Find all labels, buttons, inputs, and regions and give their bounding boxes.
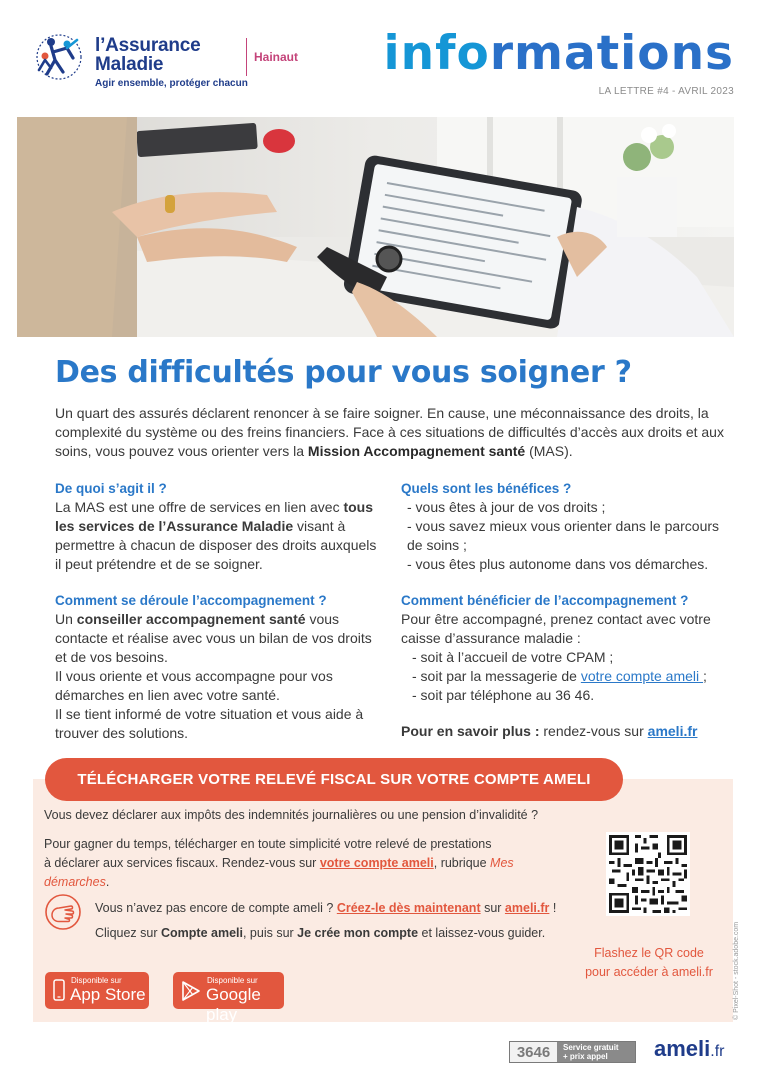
section-title-how: Comment se déroule l’accompagnement ? — [55, 593, 327, 608]
intro-end: (MAS). — [525, 443, 573, 459]
access-item: - soit par téléphone au 36 46. — [412, 687, 595, 703]
brand-separator — [246, 38, 247, 76]
section-title-access: Comment bénéficier de l’accompagnement ? — [401, 593, 689, 608]
left-column — [55, 479, 385, 743]
ameli-fr-link[interactable]: ameli.fr — [647, 723, 698, 739]
how-line2: Il vous oriente et vous accompagne pour vos démarches en lien avec votre santé. — [55, 668, 333, 703]
article-intro — [55, 404, 727, 461]
how-bold: conseiller accompagnement santé — [76, 611, 306, 627]
section-text-what — [55, 498, 385, 574]
header — [0, 0, 768, 112]
promo-mes-demarches: Mes démarches — [44, 856, 514, 889]
what-bold: tous les services de l’Assurance Maladie — [55, 499, 374, 534]
steps-pre: Cliquez sur — [95, 926, 161, 940]
right-column — [401, 479, 731, 741]
more-info-bold: Pour en savoir plus : — [401, 723, 540, 739]
no-account-mid: sur — [480, 901, 505, 915]
brand-line2: Maladie — [95, 54, 164, 75]
steps-compte-ameli: Compte ameli — [161, 926, 243, 940]
how-line3: Il se tient informé de votre situation et vous aide à trouver des solutions. — [55, 706, 364, 741]
hero-photo — [17, 117, 734, 337]
qr-caption-line2: pour accéder à ameli.fr — [585, 965, 713, 979]
promo-steps — [95, 924, 545, 943]
intro-bold: Mission Accompagnement santé — [307, 443, 526, 459]
create-account-link[interactable]: Créez-le dès maintenant — [336, 901, 481, 915]
benefit-item — [401, 517, 731, 555]
what-text1: La MAS est une offre de services en lien avec — [55, 499, 344, 515]
more-info-text: rendez-vous sur — [539, 723, 648, 739]
footer-brand: ameli — [654, 1036, 711, 1061]
pointing-hand-icon — [44, 893, 82, 931]
access-item: - soit à l’accueil de votre CPAM ; — [412, 649, 614, 665]
google-play-small: Disponible sur — [207, 976, 258, 985]
article-headline: Des difficultés pour vous soigner ? — [55, 355, 632, 390]
brand-line1: l’Assurance — [95, 35, 201, 56]
app-store-small: Disponible sur — [71, 976, 122, 985]
what-text2: visant à permettre à chacun de disposer des droits auxquels il peut prétendre et de se soigner. — [55, 518, 377, 572]
phone-note — [557, 1042, 635, 1062]
access-item2-post: ; — [703, 668, 707, 684]
qr-code[interactable] — [606, 832, 690, 916]
how-text2: vous contacte et réalise avec vous un bilan de vos droits et de vos besoins. — [55, 611, 372, 665]
assurance-maladie-logo — [33, 30, 89, 82]
google-play-label: Google play — [206, 985, 261, 1024]
brand-tagline: Agir ensemble, protéger chacun — [95, 78, 248, 89]
ameli-account-link[interactable]: votre compte ameli — [580, 668, 704, 684]
steps-je-cree: Je crée mon compte — [297, 926, 419, 940]
section-title-benefits: Quels sont les bénéfices ? — [401, 481, 572, 496]
how-text1: Un — [55, 611, 77, 627]
photo-credit: © Pixel-Shot - stock.adobe.com — [733, 921, 740, 1020]
region-label: Hainaut — [254, 50, 299, 64]
phone-number: 3646 — [510, 1042, 557, 1062]
phone-note-line1: Service gratuit — [563, 1043, 619, 1052]
phone-icon — [53, 979, 65, 1001]
google-play-button[interactable] — [173, 972, 284, 1024]
section-title-what: De quoi s’agit il ? — [55, 481, 167, 496]
brand-name — [95, 36, 201, 74]
steps-mid: , puis sur — [242, 926, 298, 940]
promo-paragraph — [44, 835, 564, 892]
more-info — [401, 722, 731, 741]
benefit-item: - vous êtes plus autonome dans vos démarches. — [407, 556, 709, 572]
phone-note-line2: + prix appel — [563, 1052, 608, 1061]
play-icon — [180, 980, 202, 1002]
promo-p1-text: à déclarer aux services fiscaux. Rendez-vous sur — [44, 856, 320, 870]
qr-caption-line1: Flashez le QR code — [594, 946, 704, 960]
issue-label: LA LETTRE #4 - AVRIL 2023 — [598, 86, 734, 97]
qr-caption — [574, 944, 724, 982]
app-store-button[interactable] — [45, 972, 149, 1009]
access-item2-pre: - soit par la messagerie de — [412, 668, 581, 684]
promo-question: Vous devez déclarer aux impôts des indemnités journalières ou une pension d’invalidité ? — [44, 808, 539, 822]
section-text-how — [55, 610, 385, 667]
benefit-item: - vous êtes à jour de vos droits ; — [407, 499, 606, 515]
promo-p1-line1: Pour gagner du temps, télécharger en toute simplicité votre relevé de prestations — [44, 837, 492, 851]
access-item — [401, 667, 731, 686]
promo-p1-line2 — [44, 854, 564, 892]
no-account-text: Vous n’avez pas encore de compte ameli ? — [95, 901, 337, 915]
access-text: Pour être accompagné, prenez contact avec votre caisse d’assurance maladie : — [401, 611, 711, 646]
promo-no-account — [95, 899, 556, 918]
phone-service-badge — [509, 1041, 636, 1063]
promo-p1-rubrique: , rubrique — [433, 856, 491, 870]
intro-text: Un quart des assurés déclarent renoncer à se faire soigner. En cause, une méconnaissance des droits, la complexité du système ou des freins financiers. Face à ces situations de difficultés d’accès aux droits et aux soins, vous pouvez vous orienter vers la — [55, 405, 724, 459]
masthead-part1: info — [383, 26, 490, 81]
footer-brand-tld: .fr — [710, 1043, 725, 1060]
footer-ameli-logo — [654, 1036, 724, 1062]
steps-end: et laissez-vous guider. — [418, 926, 546, 940]
masthead-part2: rmations — [489, 26, 734, 81]
promo-banner: TÉLÉCHARGER VOTRE RELEVÉ FISCAL SUR VOTRE COMPTE AMELI — [45, 758, 623, 801]
promo-ameli-account-link[interactable]: votre compte ameli — [319, 856, 434, 870]
app-store-label: App Store — [70, 985, 146, 1004]
benefit-item-text: - vous savez mieux vous orienter dans le parcours de soins ; — [407, 518, 720, 553]
no-account-end: ! — [549, 901, 557, 915]
masthead-title — [384, 28, 734, 80]
promo-p1-end: . — [105, 875, 110, 889]
promo-ameli-fr-link[interactable]: ameli.fr — [504, 901, 550, 915]
